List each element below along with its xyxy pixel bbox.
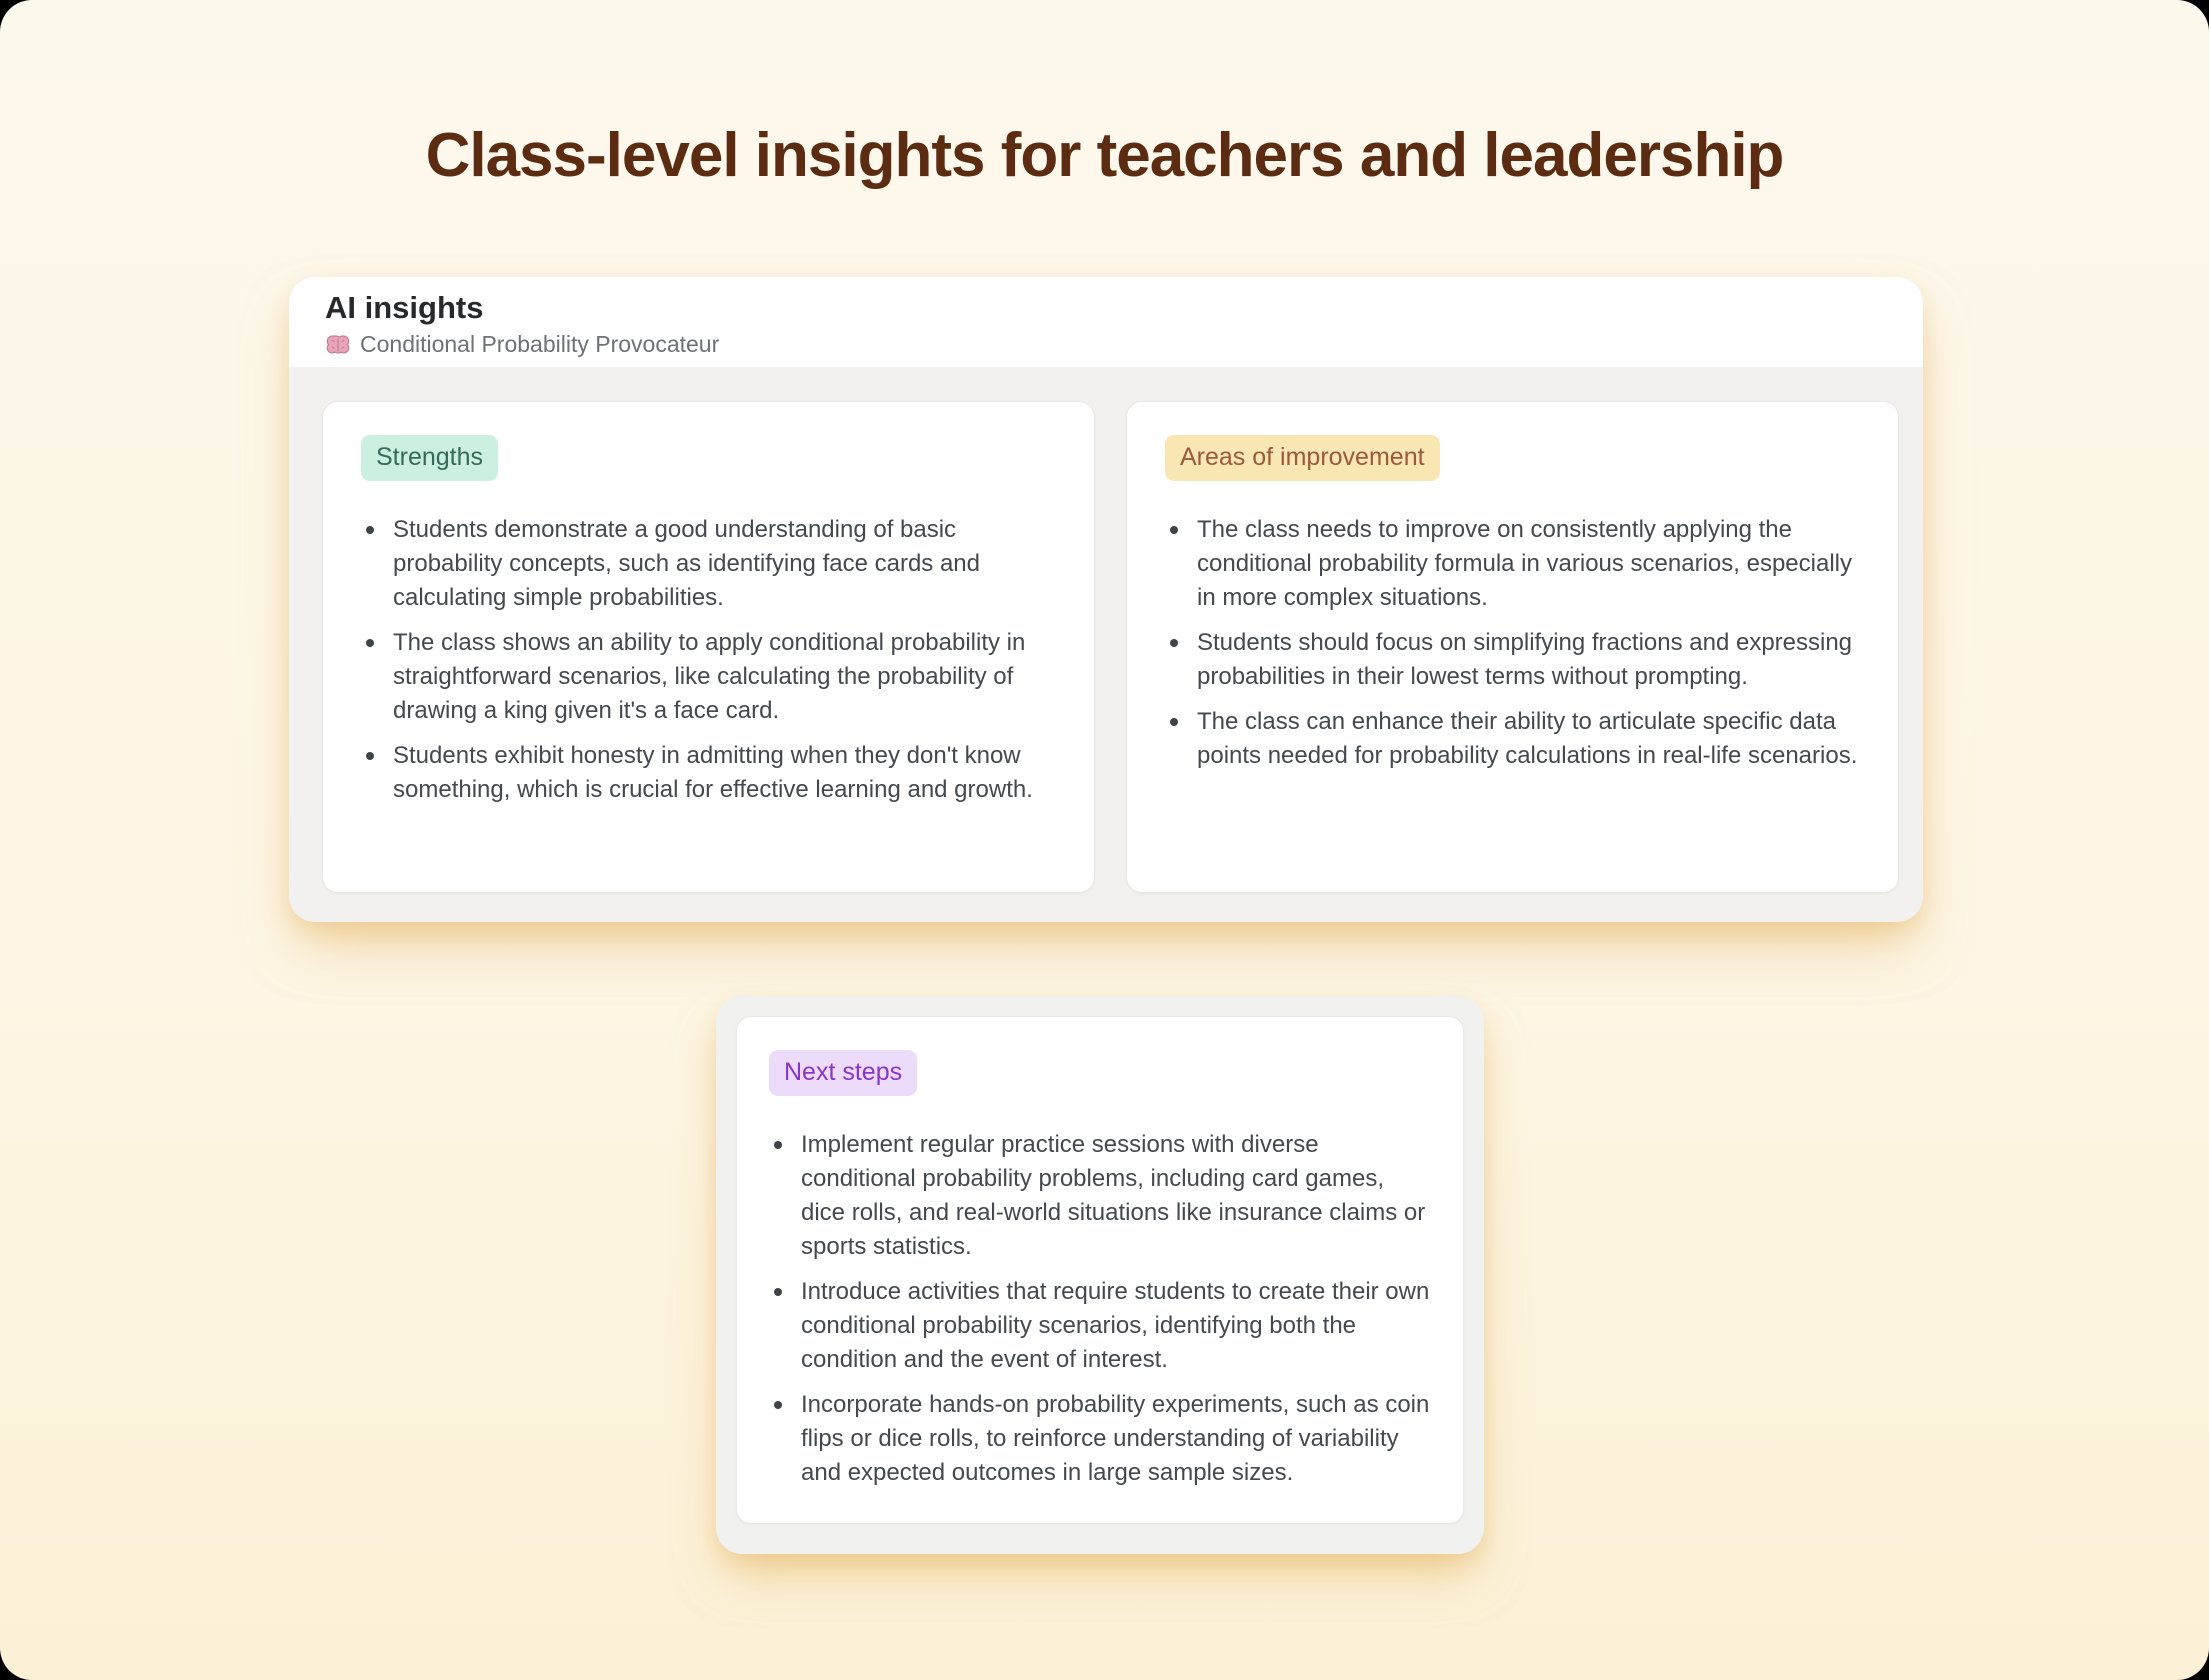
ai-insights-subtitle-text: Conditional Probability Provocateur <box>360 331 720 357</box>
areas-of-improvement-panel <box>1126 401 1899 893</box>
list-item: Introduce activities that require students to create their own conditional probability scenarios, identifying both the condition and the event of interest. <box>769 1275 1431 1377</box>
ai-insights-title: AI insights <box>325 290 484 325</box>
list-item: The class needs to improve on consistently applying the conditional probability formula in various scenarios, especially in more complex situations. <box>1165 513 1860 615</box>
areas-of-improvement-badge: Areas of improvement <box>1165 435 1440 481</box>
strengths-list <box>361 513 1056 807</box>
list-item: Students exhibit honesty in admitting when they don't know something, which is crucial for effective learning and growth. <box>361 739 1056 807</box>
next-steps-panel <box>736 1016 1464 1524</box>
ai-insights-body <box>289 367 1923 922</box>
ai-insights-card <box>289 277 1923 922</box>
list-item: Incorporate hands-on probability experiments, such as coin flips or dice rolls, to reinforce understanding of variability and expected outcomes in large sample sizes. <box>769 1388 1431 1490</box>
list-item: The class can enhance their ability to articulate specific data points needed for probability calculations in real-life scenarios. <box>1165 705 1860 773</box>
strengths-panel <box>322 401 1095 893</box>
ai-insights-subtitle <box>325 331 1887 358</box>
areas-of-improvement-list <box>1165 513 1860 773</box>
list-item: Implement regular practice sessions with diverse conditional probability problems, including card games, dice rolls, and real-world situations like insurance claims or sports statistics. <box>769 1128 1431 1264</box>
list-item: Students should focus on simplifying fractions and expressing probabilities in their lowest terms without prompting. <box>1165 626 1860 694</box>
next-steps-card <box>716 996 1484 1554</box>
strengths-badge: Strengths <box>361 435 498 481</box>
brain-icon <box>325 334 351 356</box>
ai-insights-header <box>289 277 1923 367</box>
next-steps-list <box>769 1128 1431 1490</box>
page-title: Class-level insights for teachers and leadership <box>425 121 1784 190</box>
next-steps-badge: Next steps <box>769 1050 917 1096</box>
list-item: Students demonstrate a good understanding of basic probability concepts, such as identifying face cards and calculating simple probabilities. <box>361 513 1056 615</box>
list-item: The class shows an ability to apply conditional probability in straightforward scenarios, like calculating the probability of drawing a king given it's a face card. <box>361 626 1056 728</box>
